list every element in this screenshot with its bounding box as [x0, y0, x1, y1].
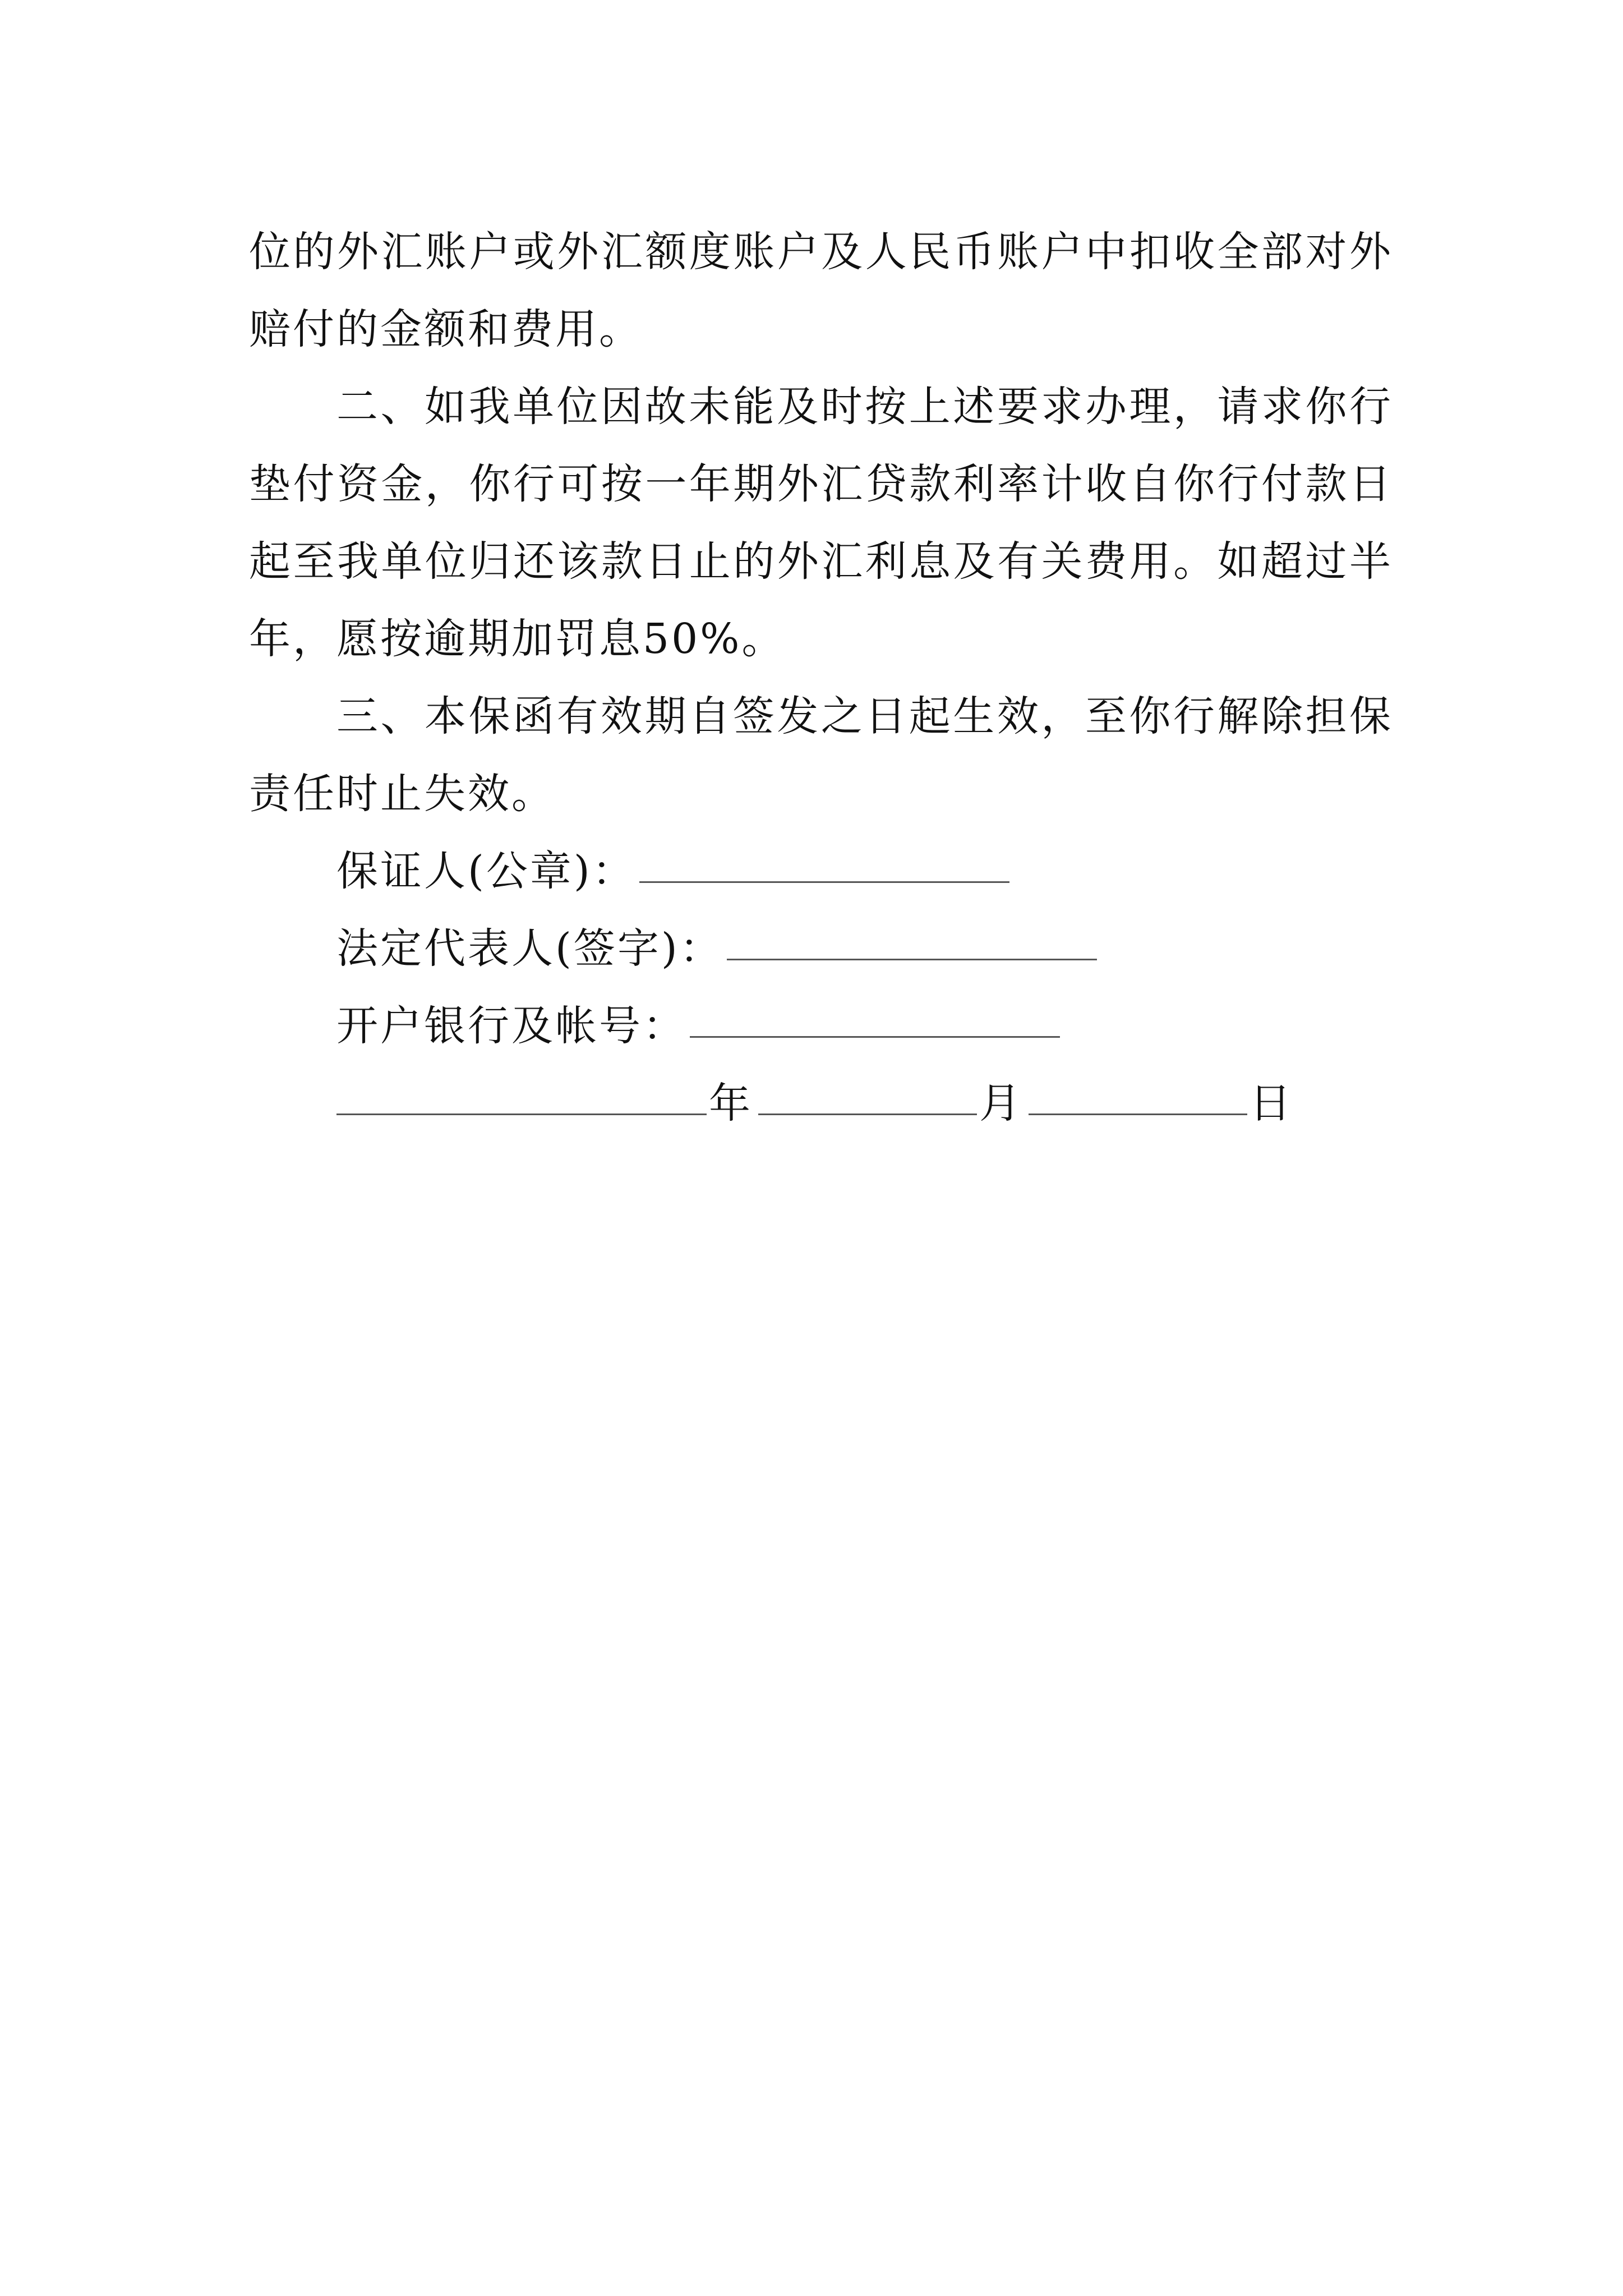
signature-block [336, 820, 1402, 1130]
guarantor-line [336, 820, 1402, 898]
year-label: 年 [709, 1079, 753, 1128]
letter-body [249, 213, 1393, 832]
guarantor-blank [639, 849, 1009, 883]
guarantor-label: 保证人(公章)： [336, 847, 636, 895]
legal-rep-label: 法定代表人(签字)： [336, 924, 723, 973]
paragraph-clause-three: 三、本保函有效期自签发之日起生效，至你行解除担保责任时止失效。 [249, 692, 1393, 818]
year-blank [336, 1081, 707, 1115]
date-line [336, 1052, 1402, 1130]
day-blank [1029, 1081, 1247, 1115]
month-label: 月 [979, 1079, 1023, 1128]
month-blank [758, 1081, 977, 1115]
bank-account-line [336, 975, 1402, 1052]
paragraph-clause-two: 二、如我单位因故未能及时按上述要求办理，请求你行垫付资金，你行可按一年期外汇贷款利率计收自你行付款日起至我单位归还该款日止的外汇利息及有关费用。如超过半年，愿按逾期加罚息50%。 [249, 383, 1393, 663]
paragraph-continued: 位的外汇账户或外汇额度账户及人民币账户中扣收全部对外赔付的金额和费用。 [249, 228, 1393, 353]
day-label: 日 [1249, 1079, 1293, 1128]
legal-rep-line [336, 898, 1402, 975]
legal-rep-blank [727, 926, 1097, 960]
bank-account-label: 开户银行及帐号： [336, 1002, 686, 1050]
bank-account-blank [690, 1004, 1060, 1038]
